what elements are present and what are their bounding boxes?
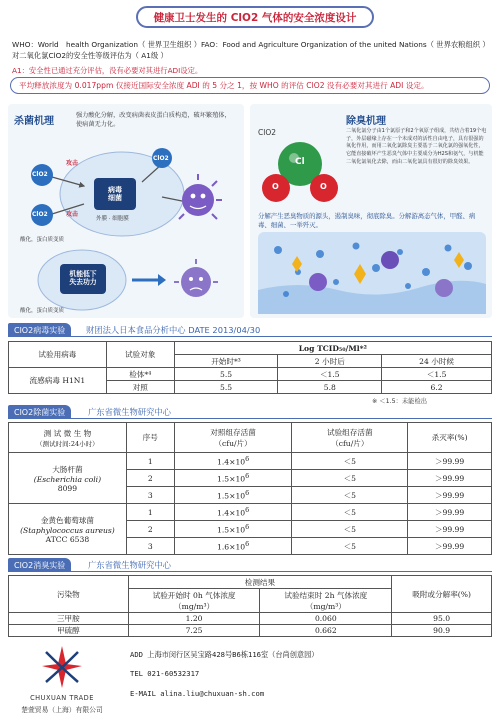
cell-start: 5.5 — [174, 381, 278, 394]
oxidation-label: 酸化，蛋白质变质 — [20, 237, 65, 243]
microbe-strain: 8099 — [57, 483, 78, 493]
safety-header — [8, 4, 492, 102]
control-mantissa: 1.4×10 — [217, 457, 246, 467]
cell-pollutant: 甲硫醇 — [9, 625, 129, 637]
deodor-test-table — [8, 575, 492, 637]
footer-tel: TEL 021-60532317 — [130, 669, 200, 678]
clo2-label: ClO2 — [32, 171, 48, 178]
cell-rate: 90.9 — [392, 625, 492, 637]
oxidation-label: 酸化，蛋白质变质 — [20, 308, 65, 314]
control-mantissa: 1.4×10 — [217, 508, 246, 518]
microbe-name: 金黄色葡萄球菌 — [40, 515, 94, 525]
bacteria-test-table — [8, 422, 492, 555]
control-mantissa: 1.5×10 — [217, 491, 246, 501]
col-start — [128, 589, 260, 613]
cell-seq: 2 — [126, 470, 174, 487]
cell-2h: 5.8 — [278, 381, 382, 394]
col-control — [174, 423, 292, 453]
cell-seq: 3 — [126, 538, 174, 555]
deodor-test-tag: ClO2消臭实验 — [8, 558, 71, 572]
sterilization-panel — [8, 104, 244, 318]
cell-control — [174, 487, 292, 504]
deodor-test-header — [8, 558, 492, 572]
clo2-label: ClO2 — [153, 155, 169, 162]
sterilization-desc: 强力酸化分解，改变病菌表皮蛋白质构造，破坏繁殖体，使病菌无力化。 — [76, 112, 231, 128]
control-mantissa: 1.6×10 — [217, 542, 246, 552]
col-result: 检测结果 — [128, 576, 392, 589]
microbe-strain: ATCC 6538 — [45, 534, 90, 544]
col-start-unit: （mg/m³） — [174, 601, 215, 611]
col-control-unit: （cfu/片） — [214, 438, 252, 448]
col-control-title: 对照组存活菌 — [210, 427, 256, 437]
deodorization-illustration — [258, 232, 486, 314]
cell-rate: 95.0 — [392, 613, 492, 625]
cell-control — [174, 470, 292, 487]
control-exponent: 6 — [245, 523, 250, 531]
col-start: 开始时*³ — [174, 355, 278, 368]
attack-label: 攻击 — [66, 211, 79, 218]
o-atom-label: O — [320, 182, 327, 191]
col-end — [260, 589, 392, 613]
clo2-label: ClO2 — [32, 211, 48, 218]
col-test — [292, 423, 408, 453]
col-rate: 吸附或分解率(%) — [392, 576, 492, 613]
cell-rate: ＞99.99 — [408, 470, 492, 487]
cell-start: 1.20 — [128, 613, 260, 625]
cell-start: 5.5 — [174, 368, 278, 381]
o-atom-label: O — [272, 182, 279, 191]
cell-object: 对照 — [106, 381, 174, 394]
cell-test: ＜5 — [292, 453, 408, 470]
cell-seq: 1 — [126, 453, 174, 470]
col-pollutant: 污染物 — [9, 576, 129, 613]
deodorization-title: 除臭机理 — [346, 116, 386, 127]
header-who-fao: WHO：World health Organization（ 世界卫生组织 ）FAO：Food and Agriculture Organization of the united Nations（ 世界农粮组织 ） — [12, 40, 490, 49]
outer-membrane-label: 外膜 · 细胞膜 — [96, 216, 129, 222]
footer-address: ADD 上海市闵行区吴宝路428号B6栋116室（台尚创意园） — [130, 650, 319, 659]
col-virus: 试验用病毒 — [9, 342, 107, 368]
cl-atom-label: Cl — [295, 157, 305, 167]
col-start-title: 试验开始时 0h 气体浓度 — [152, 590, 236, 600]
control-exponent: 6 — [245, 506, 250, 514]
col-log: Log TCID₅₀/Ml*² — [174, 342, 491, 355]
weakened-virus-icon — [174, 259, 218, 297]
table-row — [9, 613, 492, 625]
cell-control — [174, 453, 292, 470]
control-mantissa: 1.5×10 — [217, 474, 246, 484]
control-exponent: 6 — [245, 472, 250, 480]
company-logo — [14, 642, 110, 716]
cell-rate: ＞99.99 — [408, 504, 492, 521]
col-2h: 2 小时后 — [278, 355, 382, 368]
header-title: 健康卫士发生的 ClO2 气体的安全浓度设计 — [136, 6, 374, 28]
col-test-unit: （cfu/片） — [331, 438, 369, 448]
cell-seq: 3 — [126, 487, 174, 504]
bacteria-test-org: 广东省微生物研究中心 — [88, 407, 171, 417]
col-rate: 杀灭率(%) — [408, 423, 492, 453]
col-seq: 序号 — [126, 423, 174, 453]
col-object: 试验对象 — [106, 342, 174, 368]
cell-test: ＜5 — [292, 504, 408, 521]
virus-test-tag: ClO2病毒实验 — [8, 323, 71, 337]
cell-seq: 2 — [126, 521, 174, 538]
bacteria-test-tag: ClO2除菌实验 — [8, 405, 71, 419]
deodorization-desc: 二氧化氯分子由1个氯原子和2个氧原子组成，共结合着19个电子，外层磁缘上存在一个未成对的活性自由电子，具有很强的氧化作用，而用二氧化氯除臭主要基于二氧化氯的强氧化性，它能直接破坏产生恶臭气体中主要成分为H2S和氨气，与机能二氧化氯氧化去除，而由二氧化氯具有很好的除臭效果。 — [346, 128, 487, 165]
col-microbe — [9, 423, 127, 453]
cell-rate: ＞99.99 — [408, 453, 492, 470]
control-exponent: 6 — [245, 455, 250, 463]
cell-rate: ＞99.99 — [408, 487, 492, 504]
cell-control — [174, 504, 292, 521]
cell-pollutant: 三甲胺 — [9, 613, 129, 625]
cell-2h: ＜1.5 — [278, 368, 382, 381]
col-end-title: 试验结束时 2h 气体浓度 — [284, 590, 368, 600]
cell-rate: ＞99.99 — [408, 538, 492, 555]
virus-icon — [179, 174, 222, 219]
cell-rate: ＞99.99 — [408, 521, 492, 538]
table-row — [9, 368, 492, 381]
microbe-name: 大肠杆菌 — [52, 464, 83, 474]
table-row — [9, 504, 492, 521]
control-exponent: 6 — [245, 489, 250, 497]
deodorization-summary: 分解产生恶臭物质的源头，遏制臭味，彻底除臭。分解游离态气体，甲醛、病毒、细菌、一举歼灭。 — [258, 212, 476, 230]
cell-test: ＜5 — [292, 470, 408, 487]
col-end-unit: （mg/m³） — [305, 601, 346, 611]
virus-test-org: 财团法人日本食品分析中心 DATE 2013/04/30 — [86, 325, 261, 335]
cell-control — [174, 538, 292, 555]
header-rating: 对二氧化氯ClO2的安全性等级评估为（ A1级 ） — [12, 51, 168, 60]
sterilization-title: 杀菌机理 — [14, 116, 54, 127]
weakened-cell: 机能低下 失去功力 — [60, 264, 106, 294]
cell-test: ＜5 — [292, 538, 408, 555]
footer-email[interactable]: E-MAIL alina.liu@chuxuan-sh.com — [130, 689, 265, 698]
cell-seq: 1 — [126, 504, 174, 521]
bacteria-test-header — [8, 405, 492, 419]
microbe-latin: (Escherichia coli) — [33, 474, 102, 484]
header-concentration-box: 平均释放浓度为 0.017ppm 仅接近国际安全浓度 ADI 的 5 分之 1，按 WHO 的评估 ClO2 没有必要对其进行 ADI 设定。 — [10, 77, 490, 94]
cell-object: 检体*⁴ — [106, 368, 174, 381]
clo2-formula: ClO2 — [258, 128, 276, 137]
cell-control — [174, 521, 292, 538]
table-row — [9, 625, 492, 637]
cell-test: ＜5 — [292, 521, 408, 538]
cell-end: 0.060 — [260, 613, 392, 625]
deodorization-panel — [250, 104, 492, 318]
germ-cell: 病毒 细菌 — [94, 178, 136, 210]
cell-24h: ＜1.5 — [382, 368, 492, 381]
virus-test-header — [8, 323, 492, 337]
virus-name: 流感病毒 H1N1 — [9, 368, 107, 394]
control-mantissa: 1.5×10 — [217, 525, 246, 535]
cell-24h: 6.2 — [382, 381, 492, 394]
virus-note: ※ ＜1.5：未能检出 — [372, 398, 428, 405]
table-row — [9, 453, 492, 470]
microbe-latin: (Staphylococcus aureus) — [20, 525, 115, 535]
attack-label: 攻击 — [66, 160, 79, 167]
microbe-ecoli — [9, 453, 127, 504]
cell-start: 7.25 — [128, 625, 260, 637]
logo-english: CHUXUAN TRADE — [30, 694, 94, 702]
cell-test: ＜5 — [292, 487, 408, 504]
logo-chinese: 楚萱贸易（上海）有限公司 — [21, 706, 103, 714]
deodor-test-org: 广东省微生物研究中心 — [88, 560, 171, 570]
col-24h: 24 小时候 — [382, 355, 492, 368]
col-microbe-sub: （测试时间:24小时） — [36, 439, 99, 448]
control-exponent: 6 — [245, 540, 250, 548]
col-test-title: 试验组存活菌 — [327, 427, 373, 437]
clo2-molecule-model — [260, 138, 340, 208]
cell-end: 0.662 — [260, 625, 392, 637]
col-microbe-title: 测 试 微 生 物 — [43, 428, 92, 438]
logo-mark-icon — [38, 642, 86, 692]
virus-test-table — [8, 341, 492, 394]
microbe-saureus — [9, 504, 127, 555]
header-a1-note: A1：安全性已通过充分评估，没有必要对其进行ADI设定。 — [12, 66, 203, 75]
